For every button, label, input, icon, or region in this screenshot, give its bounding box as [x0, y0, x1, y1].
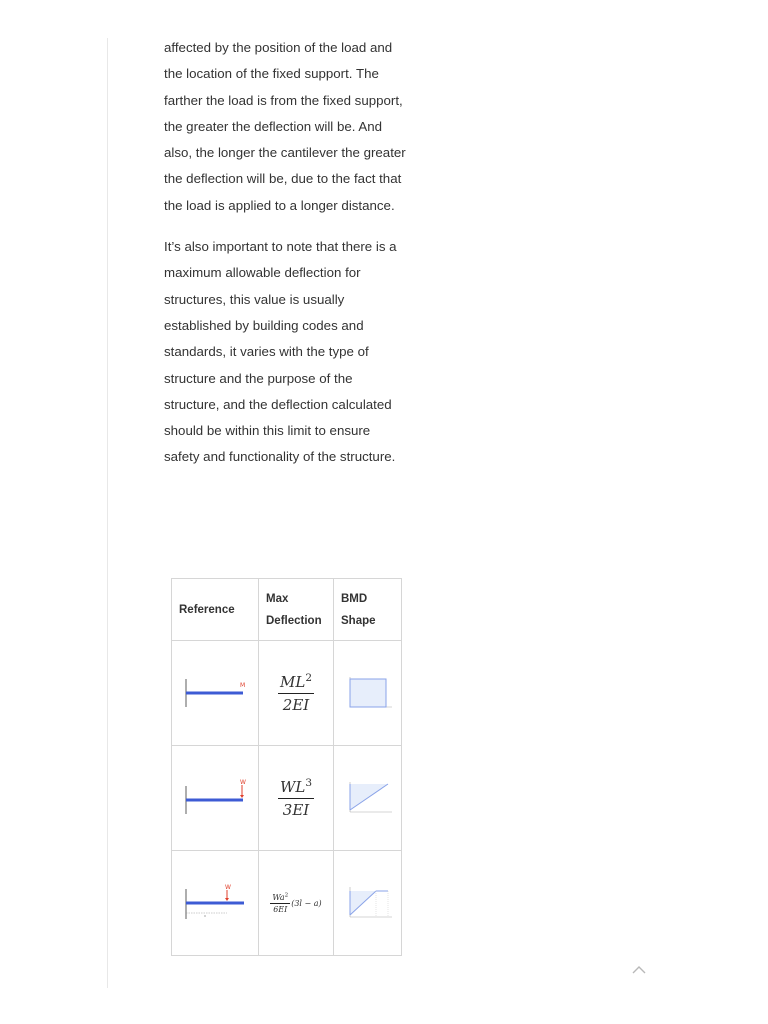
paragraph-allowable-deflection: It’s also important to note that there is a maximum allowable deflection for structures, this value is usually established by building codes and standards, it varies with the type of structure and the purpose of the structure, and the deflection calculated should be within this limit to ensure safety and functionality of the structure.: [164, 239, 397, 465]
reference-diagram-intermediate-load: [172, 851, 259, 956]
reference-diagram-end-moment: [172, 641, 259, 746]
table-header-row: [172, 579, 402, 641]
max-deflection-cell: [259, 746, 334, 851]
header-max-deflection: Max Deflection: [259, 579, 334, 641]
chevron-up-icon: [630, 962, 648, 976]
table-row: [172, 851, 402, 956]
table-row: [172, 746, 402, 851]
bmd-shape-cell: [334, 746, 402, 851]
deflection-formula: $\frac{Wa^2}{6EI}$ (3l − a): [272, 891, 322, 914]
deflection-formula: $\frac{WL^3}{3EI}$: [279, 776, 313, 819]
bmd-shape-cell: [334, 851, 402, 956]
paragraph-deflection-factors: affected by the position of the load and the location of the fixed support. The farther the load is from the fixed support, the greater the deflection will be. And also, the longer the cantilever the greater the deflection will be, due to the fact that the load is applied to a longer distance.: [164, 40, 406, 213]
load-label: M: [240, 682, 246, 689]
header-reference: Reference: [172, 579, 259, 641]
header-bmd-shape: BMD Shape: [334, 579, 402, 641]
content-divider: [107, 38, 108, 988]
reference-diagram-end-point-load: [172, 746, 259, 851]
table-row: [172, 641, 402, 746]
article-body: [164, 35, 409, 471]
max-deflection-cell: [259, 641, 334, 746]
deflection-reference-table: [171, 578, 402, 956]
deflection-formula: $\frac{ML^2}{2EI}$: [279, 671, 312, 714]
max-deflection-cell: [259, 851, 334, 956]
load-label: W: [240, 779, 246, 786]
bmd-shape-cell: [334, 641, 402, 746]
scroll-to-top-button[interactable]: [630, 962, 648, 976]
load-label: W: [225, 884, 231, 891]
